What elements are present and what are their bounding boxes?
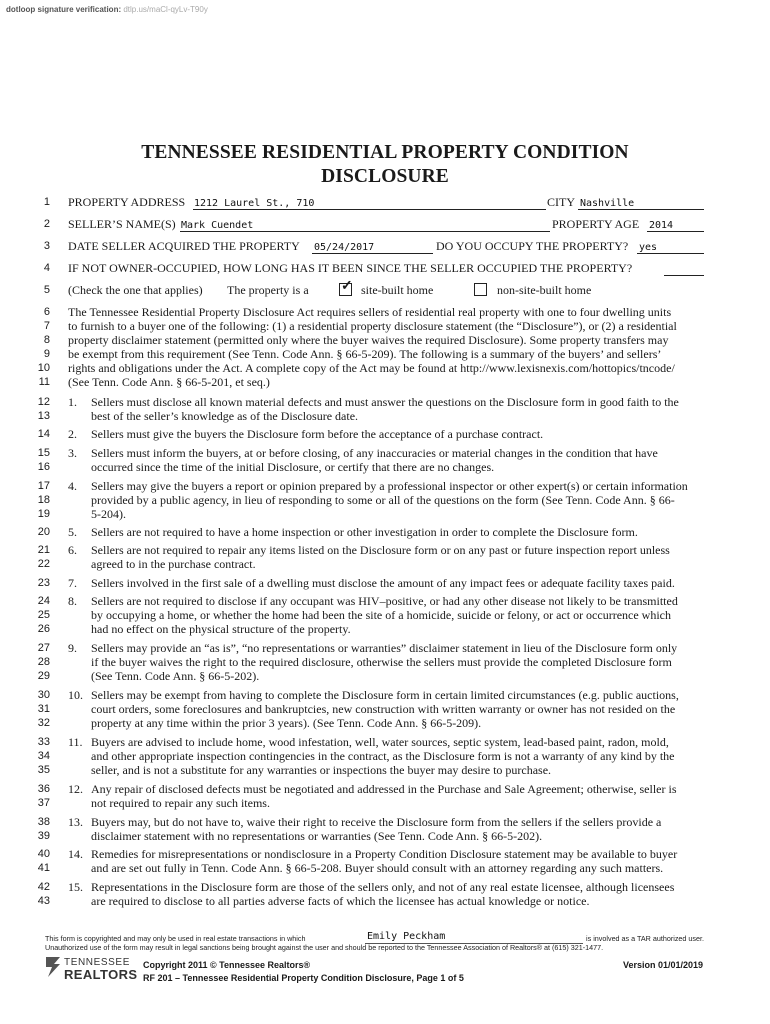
checkmark-icon: ✓: [341, 279, 353, 294]
item-number: 2.: [68, 427, 77, 441]
item-number: 10.: [68, 688, 83, 702]
line-number: 4: [43, 262, 50, 274]
line-number: 20: [37, 526, 50, 538]
list-item-line: Buyers may, but do not have to, waive their right to receive the Disclosure form from the sellers if the sellers provide a: [91, 815, 662, 829]
property-age-label: PROPERTY AGE: [552, 217, 640, 231]
city-label: CITY: [547, 195, 575, 209]
line-number: 19: [37, 508, 50, 520]
list-item-line: Sellers are not required to repair any items listed on the Disclosure form or on any past or future inspection report unless: [91, 543, 670, 557]
item-number: 6.: [68, 543, 77, 557]
line-number: 37: [37, 797, 50, 809]
realtors-logo-icon: [44, 955, 62, 979]
line-number: 5: [43, 284, 50, 296]
list-item-line: agreed to in the purchase contract.: [91, 557, 256, 571]
property-is-a-label: The property is a: [227, 283, 309, 297]
list-item-line: Sellers may give the buyers a report or opinion prepared by a professional inspector or other expert(s) or certain information: [91, 479, 688, 493]
line-number: 39: [37, 830, 50, 842]
logo-line-1: TENNESSEE: [64, 957, 130, 968]
title-line-2: DISCLOSURE: [321, 166, 449, 187]
line-number: 13: [37, 410, 50, 422]
intro-line: (See Tenn. Code Ann. § 66-5-201, et seq.): [68, 375, 270, 389]
list-item-line: 5-204).: [91, 507, 126, 521]
verification-code[interactable]: dtlp.us/maCl-qyLv-T90y: [123, 5, 208, 14]
line-number: 29: [37, 670, 50, 682]
item-number: 3.: [68, 446, 77, 460]
list-item-line: Sellers are not required to have a home inspection or other investigation in order to complete the Disclosure form.: [91, 525, 638, 539]
line-number: 10: [37, 362, 50, 374]
list-item-line: Sellers may provide an “as is”, “no representations or warranties” disclaimer statement in lieu of the Disclosure form only: [91, 641, 678, 655]
intro-line: property disclaimer statement (permitted only where the buyer waives the required Disclosure). Some property transfers may: [68, 333, 669, 347]
list-item-line: Sellers must disclose all known material defects and must answer the questions on the Disclosure form in good faith to the: [91, 395, 679, 409]
date-acquired-row: [0, 239, 770, 254]
line-number: 6: [43, 306, 50, 318]
line-number: 23: [37, 577, 50, 589]
list-item-line: Sellers involved in the first sale of a dwelling must disclose the amount of any impact fees or adequate facility taxes paid.: [91, 576, 675, 590]
line-number: 34: [37, 750, 50, 762]
copyright-line: Copyright 2011 © Tennessee Realtors®: [143, 960, 311, 970]
line-number: 31: [37, 703, 50, 715]
line-number: 26: [37, 623, 50, 635]
line-number: 2: [43, 218, 50, 230]
line-number: 17: [37, 480, 50, 492]
item-number: 4.: [68, 479, 77, 493]
list-item-line: occurred since the time of the initial Disclosure, or certify that there are no changes.: [91, 460, 495, 474]
list-item-line: Representations in the Disclosure form are those of the sellers only, and not of any real estate licensee, although licensees: [91, 880, 675, 894]
non-site-built-checkbox[interactable]: [474, 283, 487, 296]
version-label: Version 01/01/2019: [623, 960, 704, 970]
item-number: 8.: [68, 594, 77, 608]
line-number: 15: [37, 447, 50, 459]
list-item-line: Sellers may be exempt from having to complete the Disclosure form in certain limited circumstances (e.g. public auctions,: [91, 688, 679, 702]
line-number: 42: [37, 881, 50, 893]
item-number: 12.: [68, 782, 83, 796]
intro-line: rights and obligations under the Act. A complete copy of the Act may be found at http://www.lexisnexis.com/hottopics/tncode/: [68, 361, 675, 375]
property-address-row: [0, 195, 770, 210]
list-item-line: not required to repair any such items.: [91, 796, 270, 810]
check-instruction: (Check the one that applies): [68, 283, 203, 297]
tennessee-realtors-logo: [44, 953, 138, 982]
logo-line-2: REALTORS: [64, 967, 138, 982]
seller-name-row: [0, 217, 770, 232]
list-item-line: disclaimer statement with no representations or warranties (See Tenn. Code Ann. § 66-5-202).: [91, 829, 543, 843]
line-number: 33: [37, 736, 50, 748]
unauthorized-use-notice: Unauthorized use of the form may result in legal sanctions being brought against the user and should be reported to the Tennessee Association of Realtors® at (615) 321-1477.: [45, 943, 604, 952]
list-item-line: Buyers are advised to include home, wood infestation, well, water sources, septic system, lead-based paint, radon, mold,: [91, 735, 669, 749]
list-item-line: Sellers must give the buyers the Disclosure form before the acceptance of a purchase contract.: [91, 427, 544, 441]
sellers-name-field[interactable]: Mark Cuendet: [181, 220, 254, 231]
list-item-line: (See Tenn. Code Ann. § 66-5-202).: [91, 669, 260, 683]
date-acquired-field[interactable]: 05/24/2017: [314, 242, 375, 253]
site-built-checkbox[interactable]: [339, 279, 353, 296]
list-item-line: property at any time within the prior 3 years). (See Tenn. Code Ann. § 66-5-209).: [91, 716, 482, 730]
non-site-built-label: non-site-built home: [497, 283, 592, 297]
signature-verification: [6, 5, 208, 14]
line-number: 30: [37, 689, 50, 701]
copyright-notice-suffix: is involved as a TAR authorized user.: [586, 934, 704, 943]
line-number: 22: [37, 558, 50, 570]
page-title: [0, 141, 770, 189]
property-address-field[interactable]: 1212 Laurel St., 710: [194, 198, 315, 209]
line-number: 36: [37, 783, 50, 795]
property-type-row: [0, 279, 770, 298]
list-item-line: Remedies for misrepresentations or nondisclosure in a Property Condition Disclosure statement may be available to buyer: [91, 847, 678, 861]
copyright-notice-prefix: This form is copyrighted and may only be used in real estate transactions in which: [45, 934, 306, 943]
line-number: 43: [37, 895, 50, 907]
licensee-name-field[interactable]: Emily Peckham: [367, 931, 446, 942]
date-acquired-label: DATE SELLER ACQUIRED THE PROPERTY: [68, 239, 300, 253]
item-number: 5.: [68, 525, 77, 539]
list-item-line: and are set out fully in Tenn. Code Ann. § 66-5-208. Buyer should consult with an attorney regarding any such matters.: [91, 861, 664, 875]
line-number: 41: [37, 862, 50, 874]
item-number: 14.: [68, 847, 83, 861]
list-item-line: best of the seller’s knowledge as of the Disclosure date.: [91, 409, 359, 423]
line-number: 16: [37, 461, 50, 473]
item-number: 13.: [68, 815, 83, 829]
line-number: 1: [43, 196, 50, 208]
list-item-line: Sellers must inform the buyers, at or before closing, of any inaccuracies or material changes in the condition that have: [91, 446, 658, 460]
line-number: 18: [37, 494, 50, 506]
line-number: 8: [43, 334, 50, 346]
list-item-line: Any repair of disclosed defects must be negotiated and addressed in the Purchase and Sale Agreement; otherwise, seller is: [91, 782, 677, 796]
item-number: 7.: [68, 576, 77, 590]
property-address-label: PROPERTY ADDRESS: [68, 195, 186, 209]
intro-line: The Tennessee Residential Property Disclosure Act requires sellers of residential real property with one to four dwelling units: [68, 305, 672, 319]
occupy-label: DO YOU OCCUPY THE PROPERTY?: [436, 239, 629, 253]
list-item-line: seller, and is not a substitute for any warranties or inspections the buyer may desire to purchase.: [91, 763, 552, 777]
item-number: 9.: [68, 641, 77, 655]
line-number: 40: [37, 848, 50, 860]
list-item-line: and other appropriate inspection contingencies in the contract, as the Disclosure form is not a warranty of any kind by the: [91, 749, 675, 763]
list-item-line: provided by a public agency, in lieu of responding to some or all of the questions on the form (See Tenn. Code Ann. § 66-: [91, 493, 675, 507]
not-owner-occupied-field[interactable]: [664, 275, 704, 276]
line-number: 14: [37, 428, 50, 440]
line-number: 28: [37, 656, 50, 668]
line-number: 11: [38, 376, 50, 388]
line-number: 24: [37, 595, 50, 607]
list-item-line: by occupying a home, or whether the home had been the site of a homicide, suicide or felony, or act or occurrence which: [91, 608, 672, 622]
item-number: 1.: [68, 395, 77, 409]
line-number: 7: [43, 320, 50, 332]
line-number: 38: [37, 816, 50, 828]
occupy-field[interactable]: yes: [639, 242, 658, 253]
item-number: 11.: [68, 735, 83, 749]
verification-label: dotloop signature verification:: [6, 5, 122, 14]
list-item-line: if the buyer waives the right to the required disclosure, otherwise the sellers must provide the completed Disclosure form: [91, 655, 672, 669]
not-owner-occupied-row: [0, 261, 770, 276]
intro-line: to furnish to a buyer one of the following: (1) a residential property disclosure statement (the “Disclosure”), or (2) a residential: [68, 319, 677, 333]
not-owner-occupied-label: IF NOT OWNER-OCCUPIED, HOW LONG HAS IT BEEN SINCE THE SELLER OCCUPIED THE PROPERTY?: [68, 261, 633, 275]
line-number: 3: [43, 240, 50, 252]
line-number: 25: [37, 609, 50, 621]
intro-line: be exempt from this requirement (See Tenn. Code Ann. § 66-5-209). The following is a summary of the buyers’ and sellers’: [68, 347, 662, 361]
property-age-field[interactable]: 2014: [649, 220, 674, 231]
list-item-line: are required to disclose to all parties adverse facts of which the licensee has actual knowledge or notice.: [91, 894, 590, 908]
list-item-line: had no effect on the physical structure of the property.: [91, 622, 351, 636]
site-built-label: site-built home: [361, 283, 434, 297]
sellers-name-label: SELLER’S NAME(S): [68, 217, 176, 231]
form-identifier: RF 201 – Tennessee Residential Property Condition Disclosure, Page 1 of 5: [143, 973, 464, 983]
item-number: 15.: [68, 880, 83, 894]
line-number: 9: [43, 348, 50, 360]
list-item-line: Sellers are not required to disclose if any occupant was HIV–positive, or had any other disease not likely to be transmitted: [91, 594, 678, 608]
line-number: 12: [37, 396, 50, 408]
line-number: 35: [37, 764, 50, 776]
line-number: 32: [37, 717, 50, 729]
list-item-line: court orders, some foreclosures and bankruptcies, new construction with written warranty or owner has not resided on the: [91, 702, 676, 716]
line-number: 21: [37, 544, 50, 556]
city-field[interactable]: Nashville: [580, 198, 635, 209]
line-number: 27: [37, 642, 50, 654]
title-line-1: TENNESSEE RESIDENTIAL PROPERTY CONDITION: [141, 142, 629, 163]
